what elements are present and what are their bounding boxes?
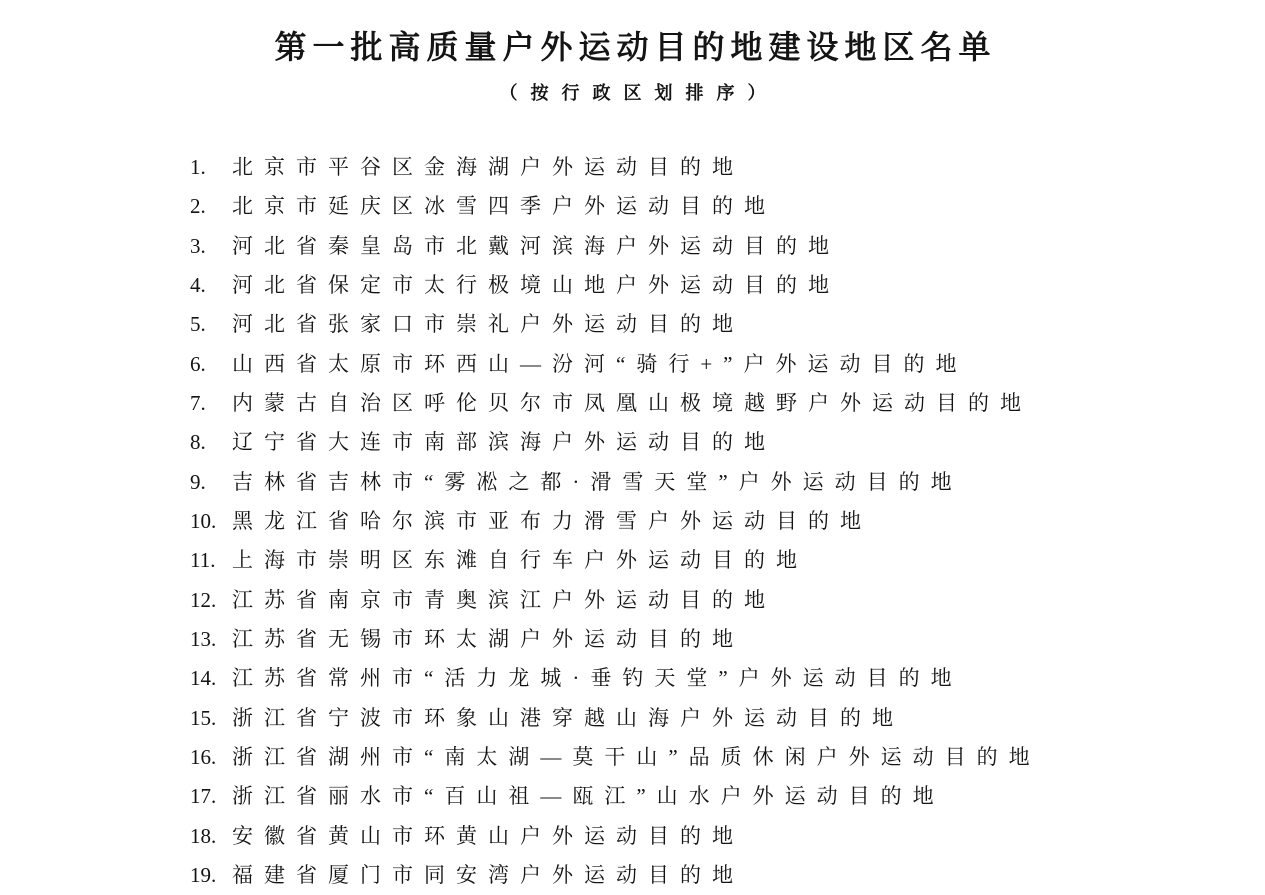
list-item <box>190 187 1265 226</box>
list-item <box>190 423 1265 462</box>
item-number: 9. <box>190 469 206 494</box>
list-item <box>190 266 1265 305</box>
item-number: 17. <box>190 784 217 809</box>
list-item <box>190 659 1265 698</box>
item-number: 19. <box>190 862 217 887</box>
item-text: 北京市平谷区金海湖户外运动目的地 <box>232 155 744 179</box>
page-subtitle: （按行政区划排序） <box>499 83 779 103</box>
list-item <box>190 738 1265 777</box>
item-number: 3. <box>190 233 206 258</box>
list-item <box>190 227 1265 266</box>
list-item <box>190 581 1265 620</box>
item-text: 江苏省南京市青奥滨江户外运动目的地 <box>232 587 776 612</box>
destination-list <box>190 148 1265 895</box>
item-text: 浙江省丽水市“百山祖—瓯江”山水户外运动目的地 <box>232 784 945 809</box>
item-text: 北京市延庆区冰雪四季户外运动目的地 <box>232 194 776 219</box>
list-item <box>190 541 1265 580</box>
item-text: 河北省保定市太行极境山地户外运动目的地 <box>232 272 840 297</box>
item-text: 福建省厦门市同安湾户外运动目的地 <box>232 862 744 887</box>
item-number: 8. <box>190 430 206 455</box>
item-number: 13. <box>190 626 217 651</box>
item-number: 5. <box>190 312 206 337</box>
item-text: 浙江省湖州市“南太湖—莫干山”品质休闲户外运动目的地 <box>232 744 1041 769</box>
item-number: 2. <box>190 194 206 219</box>
list-item <box>190 856 1265 895</box>
item-text: 江苏省无锡市环太湖户外运动目的地 <box>232 626 744 651</box>
item-number: 11. <box>190 548 216 573</box>
item-text: 吉林省吉林市“雾凇之都·滑雪天堂”户外运动目的地 <box>232 469 963 494</box>
item-text: 河北省张家口市崇礼户外运动目的地 <box>232 312 744 337</box>
list-item <box>190 699 1265 738</box>
list-item <box>190 345 1265 384</box>
item-number: 1. <box>190 155 206 179</box>
item-text: 河北省秦皇岛市北戴河滨海户外运动目的地 <box>232 233 840 258</box>
list-item <box>190 620 1265 659</box>
page-title: 第一批高质量户外运动目的地建设地区名单 <box>274 29 997 65</box>
item-text: 山西省太原市环西山—汾河“骑行+”户外运动目的地 <box>232 351 968 376</box>
list-item <box>190 148 1265 187</box>
item-number: 4. <box>190 272 206 297</box>
item-number: 18. <box>190 823 217 848</box>
list-item <box>190 502 1265 541</box>
list-item <box>190 305 1265 344</box>
item-number: 6. <box>190 351 206 376</box>
item-text: 浙江省宁波市环象山港穿越山海户外运动目的地 <box>232 705 904 730</box>
item-text: 上海市崇明区东滩自行车户外运动目的地 <box>232 548 808 573</box>
item-text: 黑龙江省哈尔滨市亚布力滑雪户外运动目的地 <box>232 508 872 533</box>
list-item <box>190 817 1265 856</box>
item-number: 14. <box>190 666 217 691</box>
item-number: 7. <box>190 390 206 415</box>
list-item <box>190 463 1265 502</box>
item-text: 江苏省常州市“活力龙城·垂钓天堂”户外运动目的地 <box>232 666 963 691</box>
item-text: 安徽省黄山市环黄山户外运动目的地 <box>232 823 744 848</box>
list-item <box>190 384 1265 423</box>
item-text: 内蒙古自治区呼伦贝尔市凤凰山极境越野户外运动目的地 <box>232 390 1032 415</box>
item-text: 辽宁省大连市南部滨海户外运动目的地 <box>232 430 776 455</box>
list-item <box>190 777 1265 816</box>
item-number: 10. <box>190 508 217 533</box>
item-number: 15. <box>190 705 217 730</box>
item-number: 16. <box>190 744 217 769</box>
item-number: 12. <box>190 587 217 612</box>
